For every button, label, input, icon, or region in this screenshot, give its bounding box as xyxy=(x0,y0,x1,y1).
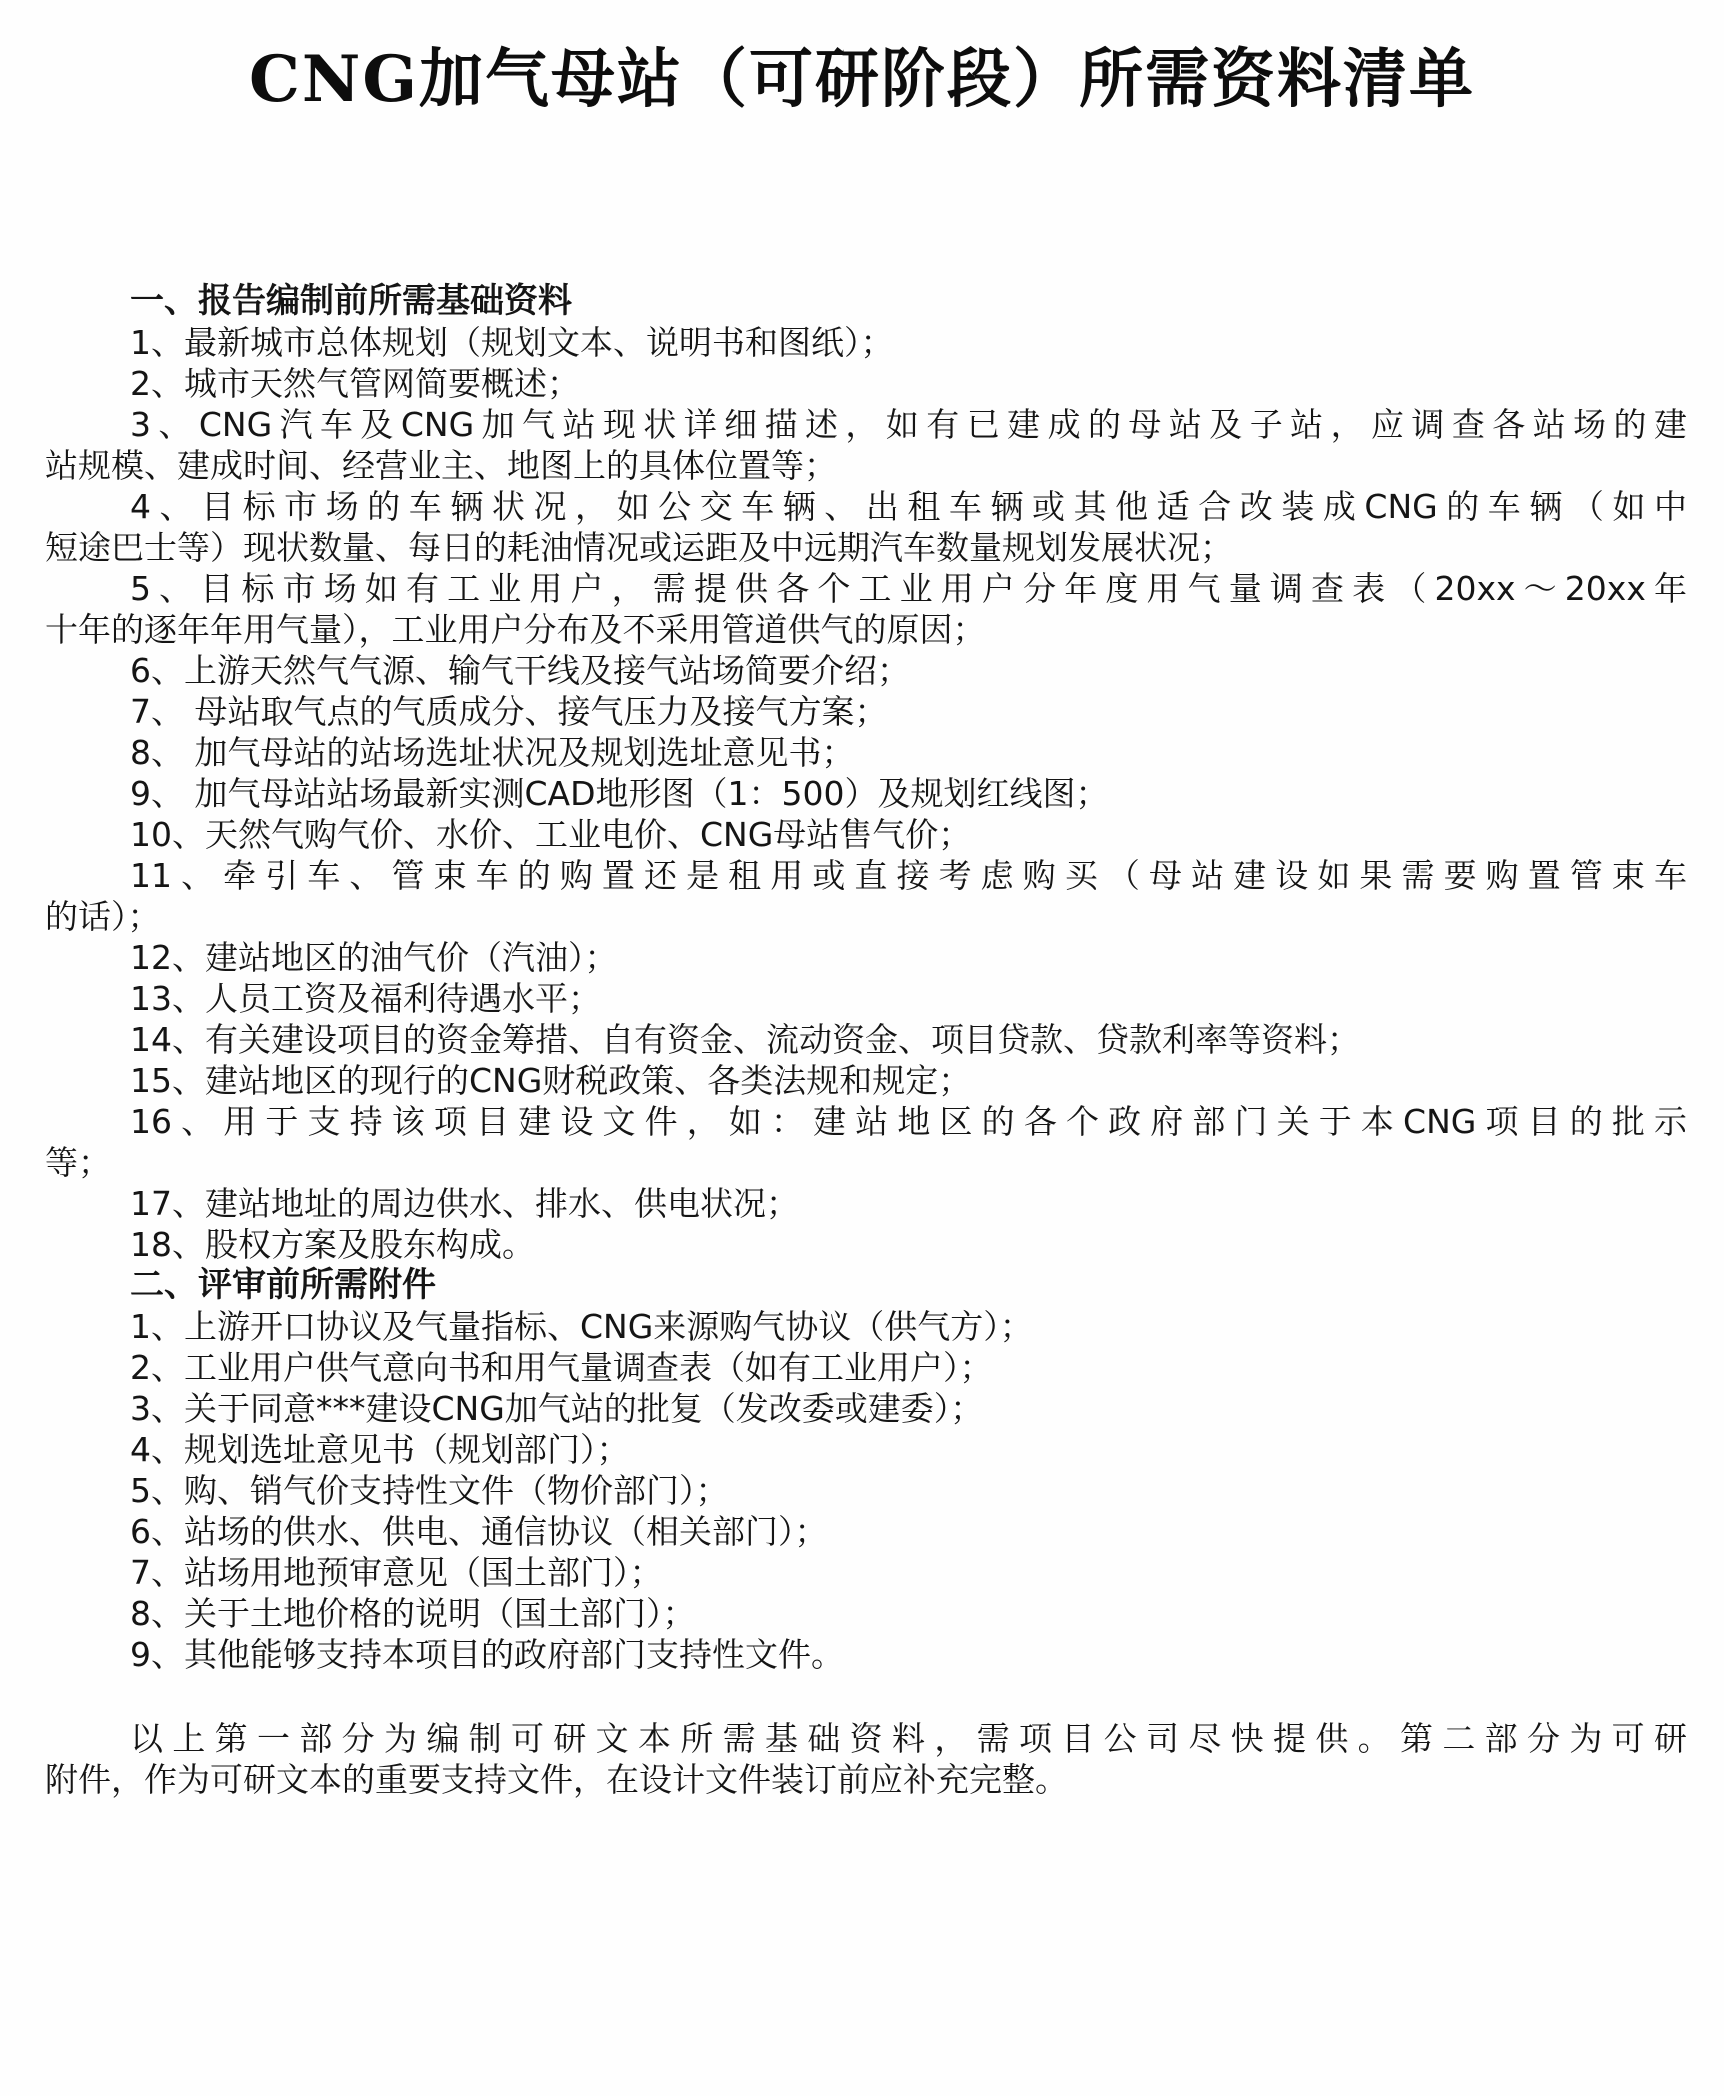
list-item: 16、用于支持该项目建设文件，如：建站地区的各个政府部门关于本CNG项目的批示 xyxy=(130,1102,1687,1141)
closing-paragraph-line: 以上第一部分为编制可研文本所需基础资料，需项目公司尽快提供。第二部分为可研 xyxy=(130,1719,1687,1758)
page-title: CNG加气母站（可研阶段）所需资料清单 xyxy=(248,42,1476,117)
document-body xyxy=(45,281,1687,1800)
list-item-continuation: 等； xyxy=(45,1143,111,1182)
list-item: 18、股权方案及股东构成。 xyxy=(130,1225,535,1264)
section-heading-2: 二、评审前所需附件 xyxy=(130,1265,436,1305)
list-item: 17、建站地址的周边供水、排水、供电状况； xyxy=(130,1184,799,1223)
closing-paragraph-line: 附件，作为可研文本的重要支持文件，在设计文件装订前应补充完整。 xyxy=(45,1760,1068,1799)
list-item-continuation: 十年的逐年年用气量），工业用户分布及不采用管道供气的原因； xyxy=(45,610,986,649)
list-item: 5、目标市场如有工业用户，需提供各个工业用户分年度用气量调查表（20xx～20xx年 xyxy=(130,569,1687,608)
list-item: 1、上游开口协议及气量指标、CNG来源购气协议（供气方）； xyxy=(130,1307,1033,1346)
list-item: 6、上游天然气气源、输气干线及接气站场简要介绍； xyxy=(130,651,910,690)
list-item: 10、天然气购气价、水价、工业电价、CNG母站售气价； xyxy=(130,815,972,854)
list-item: 3、CNG汽车及CNG加气站现状详细描述，如有已建成的母站及子站，应调查各站场的建 xyxy=(130,405,1687,444)
list-item: 7、 母站取气点的气质成分、接气压力及接气方案； xyxy=(130,692,888,731)
list-item: 4、规划选址意见书（规划部门）； xyxy=(130,1430,630,1469)
list-item: 12、建站地区的油气价（汽油）； xyxy=(130,938,618,977)
list-item: 14、有关建设项目的资金筹措、自有资金、流动资金、项目贷款、贷款利率等资料； xyxy=(130,1020,1360,1059)
list-item: 11、牵引车、管束车的购置还是租用或直接考虑购买（母站建设如果需要购置管束车 xyxy=(130,856,1687,895)
list-item-continuation: 短途巴士等）现状数量、每日的耗油情况或运距及中远期汽车数量规划发展状况； xyxy=(45,528,1233,567)
section-heading-1: 一、报告编制前所需基础资料 xyxy=(130,281,572,321)
list-item: 7、站场用地预审意见（国土部门）； xyxy=(130,1553,663,1592)
list-item: 1、最新城市总体规划（规划文本、说明书和图纸）； xyxy=(130,323,894,362)
list-item: 13、人员工资及福利待遇水平； xyxy=(130,979,601,1018)
list-item: 9、其他能够支持本项目的政府部门支持性文件。 xyxy=(130,1635,844,1674)
list-item: 2、城市天然气管网简要概述； xyxy=(130,364,580,403)
list-item: 9、 加气母站站场最新实测CAD地形图（1：500）及规划红线图； xyxy=(130,774,1109,813)
list-item: 3、关于同意***建设CNG加气站的批复（发改委或建委）； xyxy=(130,1389,984,1428)
list-item: 2、工业用户供气意向书和用气量调查表（如有工业用户）； xyxy=(130,1348,993,1387)
list-item: 4、目标市场的车辆状况，如公交车辆、出租车辆或其他适合改装成CNG的车辆（如中 xyxy=(130,487,1687,526)
list-item: 8、关于土地价格的说明（国土部门）； xyxy=(130,1594,696,1633)
list-item: 8、 加气母站的站场选址状况及规划选址意见书； xyxy=(130,733,855,772)
list-item: 6、站场的供水、供电、通信协议（相关部门）； xyxy=(130,1512,828,1551)
list-item: 5、购、销气价支持性文件（物价部门）； xyxy=(130,1471,729,1510)
list-item-continuation: 的话）； xyxy=(45,897,161,936)
spacer xyxy=(45,1675,1687,1718)
list-item: 15、建站地区的现行的CNG财税政策、各类法规和规定； xyxy=(130,1061,972,1100)
list-item-continuation: 站规模、建成时间、经营业主、地图上的具体位置等； xyxy=(45,446,837,485)
